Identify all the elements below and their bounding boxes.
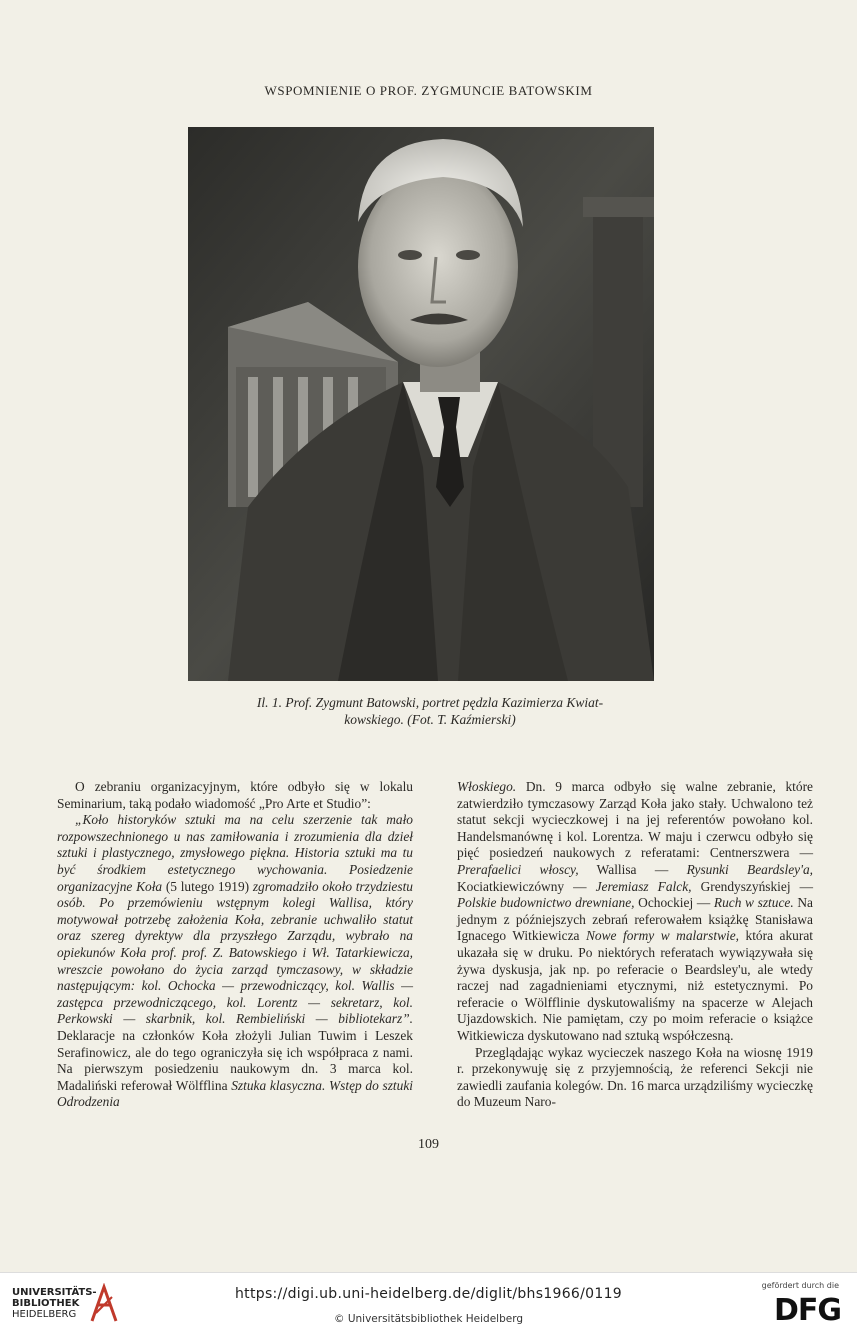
paragraph: Przeglądając wykaz wycieczek naszego Koła na wiosnę 1919 r. przekonywuję się z przyjemnością, że referenci Sekcji nie zawiedli zaufania kolegów. Dn. 16 marca urządziliśmy wycieczkę do Muzeum Naro- bbox=[457, 1044, 813, 1110]
paragraph: O zebraniu organizacyjnym, które odbyło się w lokalu Seminarium, taką podało wiadomość „Pro Arte et Studio”: bbox=[57, 779, 413, 811]
viewer-footer bbox=[0, 1272, 857, 1335]
body-text-run: Dn. 9 marca odbyło się walne zebranie, które zatwierdziło tymczasowy Zarząd Koła jako stały. Uchwalono też statut sekcji wycieczkowej i na jej referentów powołano kol. Handelsmanównę i kol. Lorentza. W maju i czerwcu odbyło się pięć posiedzeń naukowych z referatami: Centnerszwera — bbox=[457, 779, 813, 861]
running-title: WSPOMNIENIE O PROF. ZYGMUNCIE BATOWSKIM bbox=[264, 83, 593, 98]
library-name-line-1: UNIVERSITÄTS- bbox=[12, 1287, 97, 1298]
quote-text: „Koło historyków sztuki ma na celu szerzenie tak mało rozpowszechnionego u nas zamiłowania i zrozumienia dla dzieł sztuki i plastycznego, zmysłowego piękna. Historia sztuki ma tu być środkiem estetycznego wychowania. Posiedzenie organizacyjne Koła bbox=[57, 812, 413, 894]
lecture-title: Ruch w sztuce. bbox=[713, 895, 794, 911]
library-name-line-3: HEIDELBERG bbox=[12, 1309, 77, 1320]
body-text-run: Wallisa — bbox=[578, 861, 687, 877]
caption-line-2: kowskiego. (Fot. T. Kaźmierski) bbox=[344, 712, 516, 727]
body-text-run: Kociatkiewiczówny — bbox=[457, 878, 596, 894]
sponsor-label: gefördert durch die bbox=[761, 1281, 839, 1290]
lecture-title: Polskie budownictwo drewniane, bbox=[457, 895, 635, 911]
right-column bbox=[457, 779, 813, 1129]
left-column bbox=[57, 779, 413, 1129]
dfg-logo[interactable]: DFG bbox=[773, 1293, 841, 1328]
lecture-title: Jeremiasz Falck, bbox=[595, 878, 692, 894]
copyright-notice: © Universitätsbibliothek Heidelberg bbox=[333, 1313, 523, 1325]
date-text: (5 lutego 1919) bbox=[162, 878, 253, 894]
book-title: Sztuka klasyczna. Wstęp do sztuki Odrodzenia bbox=[57, 1077, 414, 1110]
body-text-run: Grendyszyńskiej — bbox=[691, 878, 813, 894]
body-text-run: Ochockiej — bbox=[634, 895, 714, 911]
lecture-title: Prerafaelici włoscy, bbox=[457, 861, 579, 877]
book-title: Nowe formy w malarstwie, bbox=[585, 928, 740, 944]
portrait-illustration bbox=[188, 127, 654, 681]
portrait-photo bbox=[188, 127, 654, 681]
book-title: Włoskiego. bbox=[457, 779, 517, 794]
body-text-run: Na jednym z późniejszych zebrań referowałem książkę Stanisława Ignacego Witkiewicza bbox=[457, 895, 813, 944]
paragraph bbox=[457, 779, 813, 1045]
figure-caption bbox=[170, 694, 690, 728]
body-text bbox=[57, 779, 813, 1129]
paragraph bbox=[57, 812, 413, 1111]
lecture-title: Rysunki Beardsley'a, bbox=[686, 861, 813, 877]
permalink-url[interactable]: https://digi.ub.uni-heidelberg.de/diglit/bhs1966/0119 bbox=[235, 1286, 622, 1302]
body-text-run: Deklaracje na członków Koła złożyli Julian Tuwim i Leszek Serafinowicz, ale do tego ograniczyła się ich współpraca z nami. Na pierwszym posiedzeniu naukowym dn. 3 marca kol. Madaliński referował Wölfflina bbox=[57, 1027, 413, 1093]
caption-line-1: Il. 1. Prof. Zygmunt Batowski, portret pędzla Kazimierza Kwiat- bbox=[256, 695, 604, 710]
body-text-run: która akurat ukazała się w druku. Po niektórych referatach wywiązywała się żywa dyskusja, jak np. po referacie o Beardsley'u, ale wtedy raczej nad zagadnieniami etycznymi, niż estetycznymi. Po referacie o Wölfflinie dyskutowaliśmy na spacerze w Alejach Ujazdowskich. Nie pamiętam, czy po moim referacie o książce Witkiewicza dyskutowano nad sztuką współczesną. bbox=[457, 928, 813, 1043]
quote-text: zgromadziło około trzydziestu osób. Po przemówieniu wstępnym kolegi Wallisa, który motywował potrzebę założenia Koła, zebranie uchwaliło statut oraz szereg dyrektyw dla przyszłego Zarządu, wybrało na opiekunów Koła prof. prof. Z. Batowskiego i Wł. Tatarkiewicza, wreszcie powołano do życia zarząd tymczasowy, w składzie następującym: kol. Ochocka — przewodniczący, kol. Wallis — zastępca przewodniczącego, kol. Lorentz — sekretarz, kol. Perkowski — skarbnik, kol. Rembieliński — bibliotekarz”. bbox=[57, 878, 413, 1027]
library-name-line-2: BIBLIOTHEK bbox=[12, 1298, 80, 1309]
page-number: 109 bbox=[418, 1137, 439, 1152]
